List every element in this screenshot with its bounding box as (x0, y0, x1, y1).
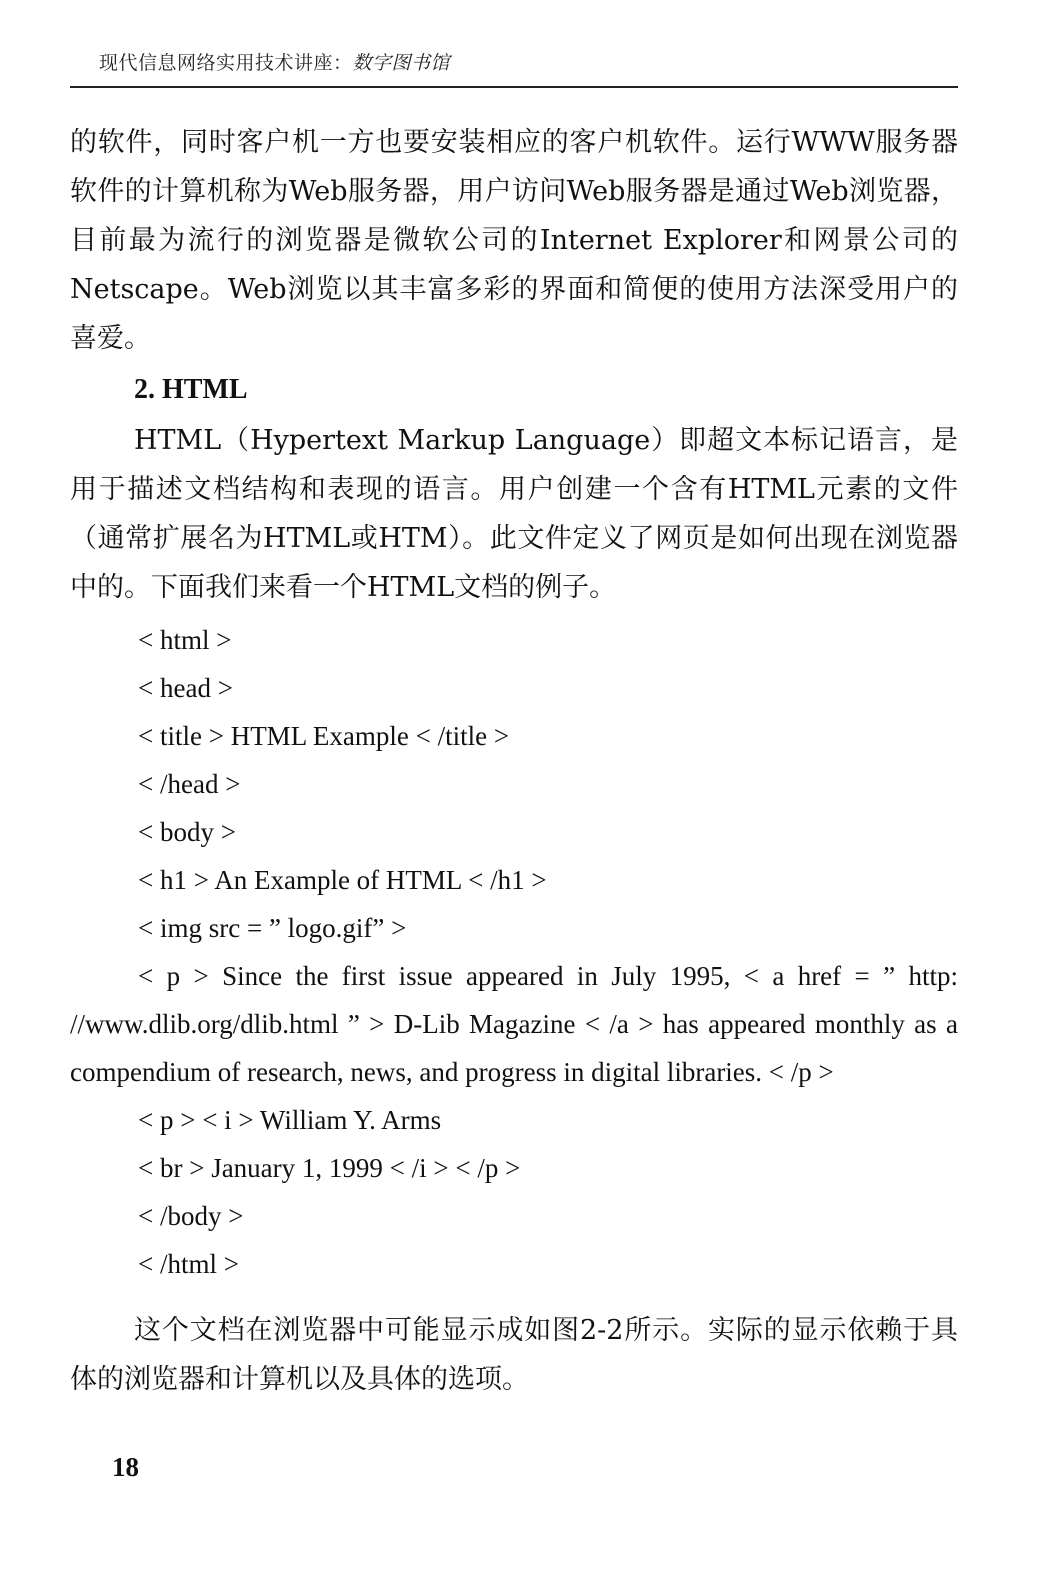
code-line: < html > (138, 625, 232, 655)
code-paragraph: < p > Since the first issue appeared in July 1995, < a href = ” http: //www.dlib.org/dlib.html ” > D-Lib Magazine < /a > has appeared monthly as a compendium of research, news, and progress in digital libraries. < /p > (70, 961, 958, 1087)
code-line: < img src = ” logo.gif” > (138, 913, 407, 943)
paragraph-html-intro: HTML（Hypertext Markup Language）即超文本标记语言，是用于描述文档结构和表现的语言。用户创建一个含有HTML元素的文件（通常扩展名为HTML或HTM）。此文件定义了网页是如何出现在浏览器中的。下面我们来看一个HTML文档的例子。 (70, 425, 958, 603)
page-number: 18 (112, 1452, 139, 1482)
page-body (70, 118, 958, 1404)
code-line: < /body > (138, 1201, 244, 1231)
code-line: < head > (138, 673, 233, 703)
running-header (99, 48, 450, 75)
code-line: < p > < i > William Y. Arms (138, 1105, 442, 1135)
code-line: < body > (138, 817, 236, 847)
section-heading: 2. HTML (134, 374, 248, 405)
book-title: 数字图书馆 (352, 52, 451, 74)
paragraph-display-note: 这个文档在浏览器中可能显示成如图2-2所示。实际的显示依赖于具体的浏览器和计算机以及具体的选项。 (70, 1315, 958, 1395)
html-example-code (70, 616, 958, 1288)
header-rule (70, 86, 958, 88)
code-line: < br > January 1, 1999 < /i > < /p > (138, 1153, 521, 1183)
code-line: < /html > (138, 1249, 239, 1279)
paragraph-web-servers: 的软件，同时客户机一方也要安装相应的客户机软件。运行WWW服务器软件的计算机称为Web服务器，用户访问Web服务器是通过Web浏览器，目前最为流行的浏览器是微软公司的Internet Explorer和网景公司的Netscape。Web浏览以其丰富多彩的界面和简便的使用方法深受用户的喜爱。 (70, 127, 958, 354)
code-line: < title > HTML Example < /title > (138, 721, 510, 751)
code-line: < /head > (138, 769, 241, 799)
code-line: < h1 > An Example of HTML < /h1 > (138, 865, 547, 895)
series-title: 现代信息网络实用技术讲座： (99, 52, 353, 74)
